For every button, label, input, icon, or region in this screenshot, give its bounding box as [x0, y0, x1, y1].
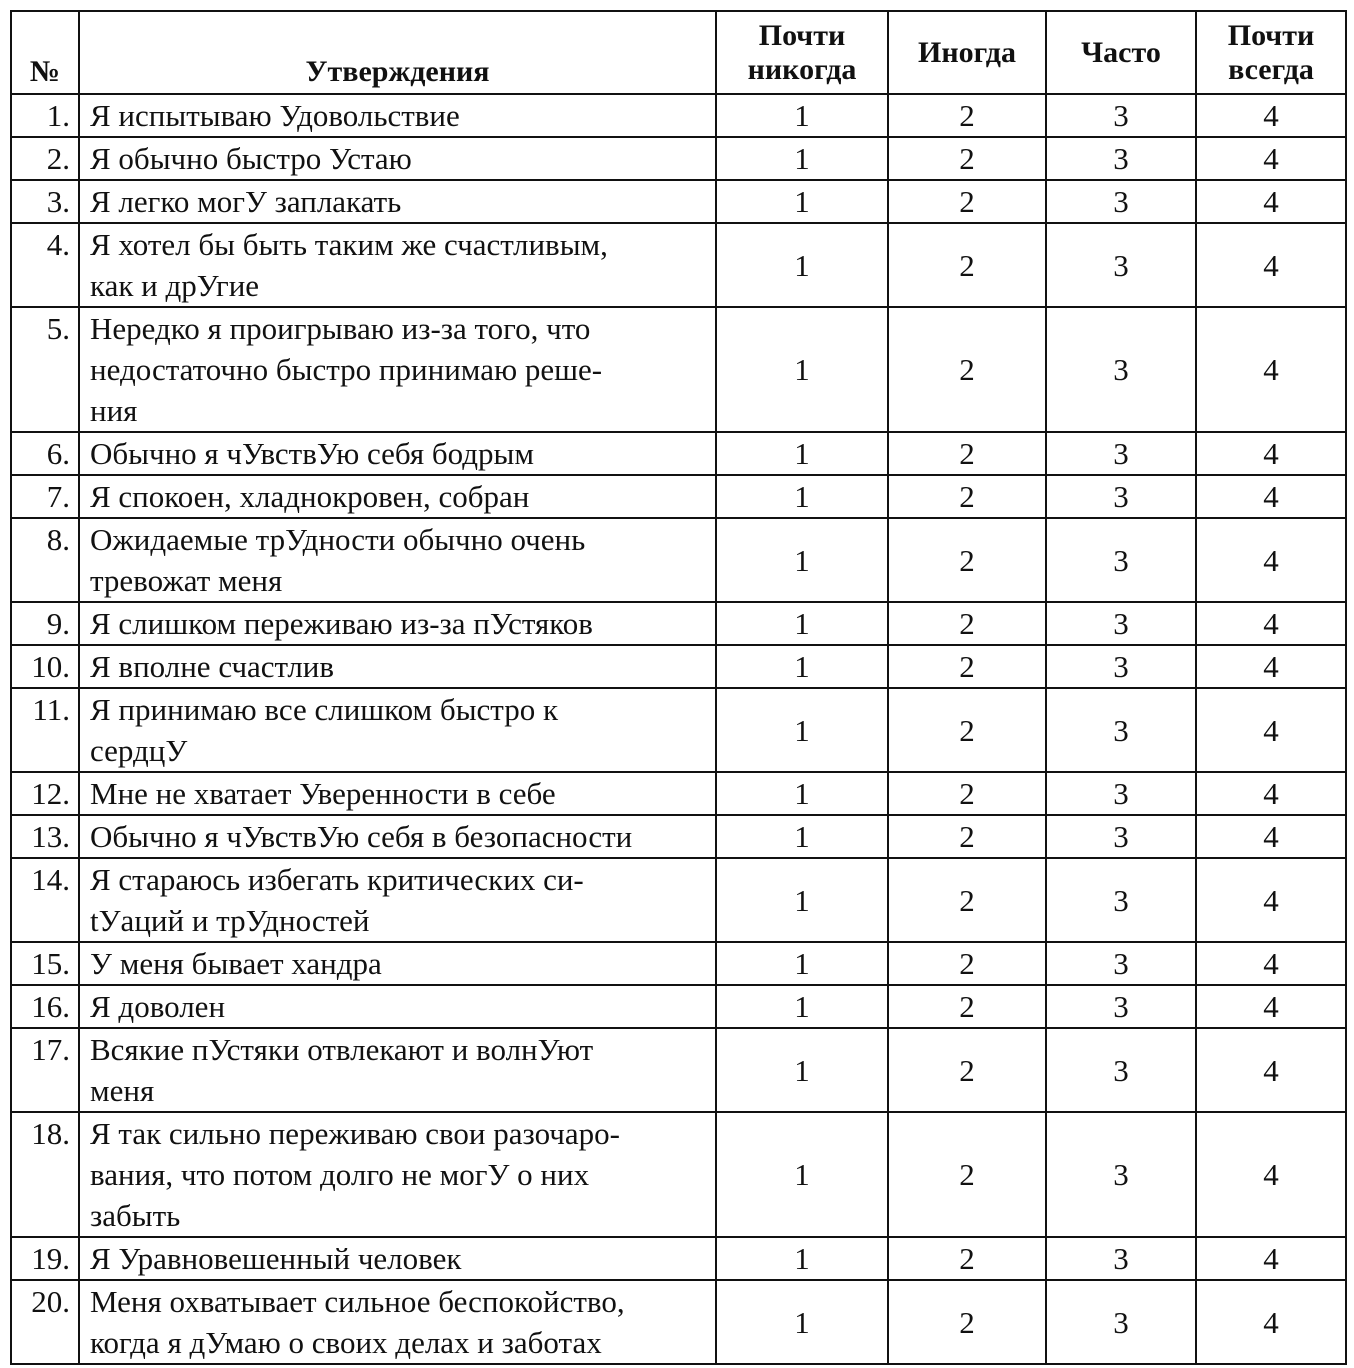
answer-option[interactable]: 4: [1196, 137, 1346, 180]
row-number: 18.: [11, 1112, 79, 1237]
row-number: 4.: [11, 223, 79, 307]
answer-option[interactable]: 4: [1196, 772, 1346, 815]
answer-option[interactable]: 4: [1196, 1280, 1346, 1364]
answer-option[interactable]: 4: [1196, 94, 1346, 137]
answer-option[interactable]: 3: [1046, 1280, 1196, 1364]
table-row: [11, 688, 1346, 772]
statement-text: Я спокоен, хладнокровен, собран: [79, 475, 716, 518]
header-number: №: [11, 11, 79, 94]
row-number: 12.: [11, 772, 79, 815]
table-row: [11, 602, 1346, 645]
table-row: [11, 518, 1346, 602]
table-row: [11, 94, 1346, 137]
answer-option[interactable]: 3: [1046, 1237, 1196, 1280]
table-row: [11, 815, 1346, 858]
row-number: 20.: [11, 1280, 79, 1364]
answer-option[interactable]: 2: [888, 137, 1046, 180]
statement-text: Обычно я чУвствУю себя в безопасности: [79, 815, 716, 858]
answer-option[interactable]: 1: [716, 223, 888, 307]
answer-option[interactable]: 1: [716, 137, 888, 180]
answer-option[interactable]: 1: [716, 432, 888, 475]
table-row: [11, 1112, 1346, 1237]
answer-option[interactable]: 4: [1196, 602, 1346, 645]
answer-option[interactable]: 1: [716, 772, 888, 815]
row-number: 9.: [11, 602, 79, 645]
statement-text: Я обычно быстро Устаю: [79, 137, 716, 180]
answer-option[interactable]: 2: [888, 985, 1046, 1028]
header-sometimes: Иногда: [888, 11, 1046, 94]
row-number: 8.: [11, 518, 79, 602]
answer-option[interactable]: 3: [1046, 475, 1196, 518]
statement-text: Ожидаемые трУдности обычно очень тревожат меня: [79, 518, 716, 602]
answer-option[interactable]: 4: [1196, 1028, 1346, 1112]
answer-option[interactable]: 3: [1046, 772, 1196, 815]
answer-option[interactable]: 3: [1046, 1028, 1196, 1112]
answer-option[interactable]: 1: [716, 985, 888, 1028]
answer-option[interactable]: 3: [1046, 223, 1196, 307]
answer-option[interactable]: 1: [716, 942, 888, 985]
answer-option[interactable]: 3: [1046, 137, 1196, 180]
answer-option[interactable]: 1: [716, 688, 888, 772]
row-number: 15.: [11, 942, 79, 985]
statement-text: Я хотел бы быть таким же счастливым, как и дрУгие: [79, 223, 716, 307]
answer-option[interactable]: 4: [1196, 645, 1346, 688]
answer-option[interactable]: 1: [716, 645, 888, 688]
answer-option[interactable]: 3: [1046, 602, 1196, 645]
answer-option[interactable]: 2: [888, 432, 1046, 475]
statement-text: Я стараюсь избегать критических си- tУаций и трУдностей: [79, 858, 716, 942]
table-row: [11, 432, 1346, 475]
statement-text: Всякие пУстяки отвлекают и волнУют меня: [79, 1028, 716, 1112]
answer-option[interactable]: 3: [1046, 688, 1196, 772]
answer-option[interactable]: 4: [1196, 518, 1346, 602]
answer-option[interactable]: 1: [716, 94, 888, 137]
row-number: 6.: [11, 432, 79, 475]
table-row: [11, 1237, 1346, 1280]
row-number: 13.: [11, 815, 79, 858]
answer-option[interactable]: 4: [1196, 815, 1346, 858]
answer-option[interactable]: 1: [716, 1112, 888, 1237]
answer-option[interactable]: 4: [1196, 307, 1346, 432]
answer-option[interactable]: 4: [1196, 1237, 1346, 1280]
answer-option[interactable]: 1: [716, 858, 888, 942]
table-row: [11, 1028, 1346, 1112]
row-number: 11.: [11, 688, 79, 772]
statement-text: Нередко я проигрываю из-за того, что недостаточно быстро принимаю реше- ния: [79, 307, 716, 432]
answer-option[interactable]: 1: [716, 1237, 888, 1280]
row-number: 7.: [11, 475, 79, 518]
answer-option[interactable]: 2: [888, 942, 1046, 985]
table-row: [11, 985, 1346, 1028]
table-row: [11, 137, 1346, 180]
answer-option[interactable]: 3: [1046, 815, 1196, 858]
header-almost-never: Почти никогда: [716, 11, 888, 94]
statement-text: Я вполне счастлив: [79, 645, 716, 688]
statement-text: Меня охватывает сильное беспокойство, когда я дУмаю о своих делах и заботах: [79, 1280, 716, 1364]
statement-text: У меня бывает хандра: [79, 942, 716, 985]
answer-option[interactable]: 1: [716, 518, 888, 602]
answer-option[interactable]: 4: [1196, 858, 1346, 942]
answer-option[interactable]: 1: [716, 1280, 888, 1364]
answer-option[interactable]: 1: [716, 475, 888, 518]
statement-text: Я легко могУ заплакать: [79, 180, 716, 223]
row-number: 19.: [11, 1237, 79, 1280]
questionnaire-table: [10, 10, 1347, 1365]
answer-option[interactable]: 1: [716, 602, 888, 645]
answer-option[interactable]: 2: [888, 1028, 1046, 1112]
statement-text: Я испытываю Удовольствие: [79, 94, 716, 137]
table-row: [11, 645, 1346, 688]
answer-option[interactable]: 2: [888, 772, 1046, 815]
statement-text: Я слишком переживаю из-за пУстяков: [79, 602, 716, 645]
answer-option[interactable]: 4: [1196, 223, 1346, 307]
answer-option[interactable]: 2: [888, 1237, 1046, 1280]
answer-option[interactable]: 4: [1196, 475, 1346, 518]
table-row: [11, 180, 1346, 223]
table-row: [11, 223, 1346, 307]
answer-option[interactable]: 3: [1046, 858, 1196, 942]
table-row: [11, 858, 1346, 942]
answer-option[interactable]: 4: [1196, 180, 1346, 223]
answer-option[interactable]: 2: [888, 858, 1046, 942]
answer-option[interactable]: 3: [1046, 1112, 1196, 1237]
answer-option[interactable]: 3: [1046, 94, 1196, 137]
answer-option[interactable]: 2: [888, 518, 1046, 602]
row-number: 14.: [11, 858, 79, 942]
answer-option[interactable]: 2: [888, 688, 1046, 772]
answer-option[interactable]: 3: [1046, 518, 1196, 602]
answer-option[interactable]: 1: [716, 180, 888, 223]
answer-option[interactable]: 4: [1196, 985, 1346, 1028]
answer-option[interactable]: 3: [1046, 985, 1196, 1028]
row-number: 10.: [11, 645, 79, 688]
answer-option[interactable]: 2: [888, 1280, 1046, 1364]
header-row: [11, 11, 1346, 94]
answer-option[interactable]: 1: [716, 307, 888, 432]
statement-text: Обычно я чУвствУю себя бодрым: [79, 432, 716, 475]
table-row: [11, 1280, 1346, 1364]
statement-text: Мне не хватает Уверенности в себе: [79, 772, 716, 815]
answer-option[interactable]: 2: [888, 1112, 1046, 1237]
answer-option[interactable]: 2: [888, 645, 1046, 688]
answer-option[interactable]: 4: [1196, 688, 1346, 772]
answer-option[interactable]: 4: [1196, 432, 1346, 475]
table-row: [11, 772, 1346, 815]
header-almost-always: Почти всегда: [1196, 11, 1346, 94]
header-often: Часто: [1046, 11, 1196, 94]
answer-option[interactable]: 2: [888, 307, 1046, 432]
table-row: [11, 942, 1346, 985]
answer-option[interactable]: 2: [888, 180, 1046, 223]
answer-option[interactable]: 2: [888, 602, 1046, 645]
header-statement: Утверждения: [79, 11, 716, 94]
answer-option[interactable]: 2: [888, 223, 1046, 307]
statement-text: Я доволен: [79, 985, 716, 1028]
answer-option[interactable]: 3: [1046, 180, 1196, 223]
answer-option[interactable]: 4: [1196, 1112, 1346, 1237]
statement-text: Я принимаю все слишком быстро к сердцУ: [79, 688, 716, 772]
answer-option[interactable]: 3: [1046, 432, 1196, 475]
statement-text: Я так сильно переживаю свои разочаро- вания, что потом долго не могУ о них забыть: [79, 1112, 716, 1237]
answer-option[interactable]: 1: [716, 1028, 888, 1112]
answer-option[interactable]: 4: [1196, 942, 1346, 985]
answer-option[interactable]: 1: [716, 815, 888, 858]
answer-option[interactable]: 3: [1046, 645, 1196, 688]
answer-option[interactable]: 2: [888, 815, 1046, 858]
answer-option[interactable]: 3: [1046, 307, 1196, 432]
row-number: 1.: [11, 94, 79, 137]
row-number: 3.: [11, 180, 79, 223]
table-row: [11, 475, 1346, 518]
row-number: 17.: [11, 1028, 79, 1112]
statement-text: Я Уравновешенный человек: [79, 1237, 716, 1280]
row-number: 2.: [11, 137, 79, 180]
answer-option[interactable]: 3: [1046, 942, 1196, 985]
answer-option[interactable]: 2: [888, 475, 1046, 518]
row-number: 16.: [11, 985, 79, 1028]
row-number: 5.: [11, 307, 79, 432]
answer-option[interactable]: 2: [888, 94, 1046, 137]
table-row: [11, 307, 1346, 432]
